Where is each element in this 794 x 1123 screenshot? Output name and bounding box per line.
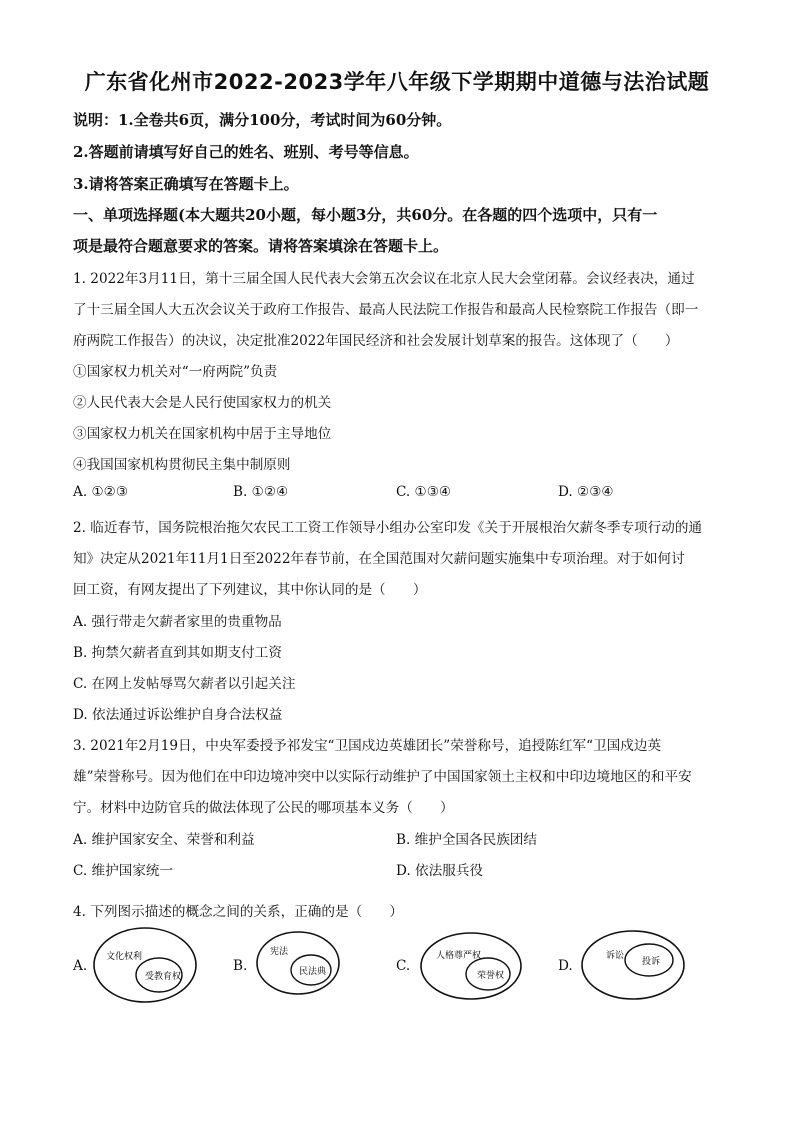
q3-option-c: C. 维护国家统一	[73, 863, 174, 879]
q4-option-c: C.	[396, 958, 411, 974]
q4-diagram-d	[580, 928, 686, 1002]
q2-stem-line-3: 回工资，有网友提出了下列建议，其中你认同的是（ ）	[73, 582, 427, 598]
q1-item-3: ③国家权力机关在国家机构中居于主导地位	[73, 426, 332, 442]
q3-stem-line-2: 雄”荣誉称号。因为他们在中印边境冲突中以实际行动维护了中国国家领土主权和中印边境地区的和平安	[73, 769, 692, 785]
q1-option-a: A. ①②③	[73, 484, 129, 500]
q1-stem-line-2: 了十三届全国人大五次会议关于政府工作报告、最高人民法院工作报告和最高人民检察院工作报告（即一	[73, 302, 699, 318]
q4-diagram-b-outer-label: 宪法	[270, 947, 289, 957]
q2-option-c: C. 在网上发帖辱骂欠薪者以引起关注	[73, 676, 296, 692]
q1-item-4: ④我国国家机构贯彻民主集中制原则	[73, 457, 291, 473]
q1-item-2: ②人民代表大会是人民行使国家权力的机关	[73, 395, 332, 411]
q1-stem-line-1: 1. 2022年3月11日，第十三届全国人民代表大会第五次会议在北京人民大会堂闭幕。会议经表决，通过	[73, 271, 695, 287]
q4-option-d: D.	[558, 958, 573, 974]
q4-diagram-a-outer-ellipse	[94, 928, 196, 1002]
q4-diagram-b	[254, 928, 344, 998]
q4-diagram-a-inner-label: 受教育权	[145, 972, 182, 982]
q4-diagram-d-inner-label: 投诉	[642, 957, 661, 967]
q3-option-a: A. 维护国家安全、荣誉和利益	[73, 832, 255, 848]
page-title: 广东省化州市2022-2023学年八年级下学期期中道德与法治试题	[84, 70, 710, 94]
instruction-line-2: 2.答题前请填写好自己的姓名、班别、考号等信息。	[73, 143, 419, 161]
instruction-line-1: 说明：1.全卷共6页，满分100分，考试时间为60分钟。	[73, 111, 452, 129]
q1-option-d: D. ②③④	[558, 484, 614, 500]
q4-diagram-a	[92, 925, 198, 1005]
q2-stem-line-1: 2. 临近春节，国务院根治拖欠农民工工资工作领导小组办公室印发《关于开展根治欠薪冬季专项行动的通	[73, 520, 703, 536]
section-heading-line-2: 项是最符合题意要求的答案。请将答案填涂在答题卡上。	[73, 237, 449, 255]
q1-option-b: B. ①②④	[233, 484, 289, 500]
q4-diagram-c	[418, 930, 524, 1002]
q4-diagram-b-outer-ellipse	[257, 932, 339, 994]
q4-stem: 4. 下列图示描述的概念之间的关系，正确的是（ ）	[73, 904, 403, 920]
q4-option-b: B.	[233, 958, 248, 974]
section-heading-line-1: 一、单项选择题(本大题共20小题，每小题3分，共60分。在各题的四个选项中，只有一	[73, 206, 658, 224]
q3-option-b: B. 维护全国各民族团结	[396, 832, 537, 848]
q3-stem-line-1: 3. 2021年2月19日，中央军委授予祁发宝“卫国戍边英雄团长”荣誉称号，追授陈红军“卫国戍边英	[73, 738, 662, 754]
q4-diagram-d-outer-ellipse	[582, 931, 684, 999]
q4-diagram-c-outer-ellipse	[421, 933, 521, 999]
q4-diagram-a-outer-label: 文化权利	[106, 952, 143, 962]
q2-option-a: A. 强行带走欠薪者家里的贵重物品	[73, 614, 282, 630]
q1-option-c: C. ①③④	[396, 484, 452, 500]
q4-option-a: A.	[73, 958, 88, 974]
q4-diagram-b-inner-label: 民法典	[299, 967, 327, 977]
q2-option-d: D. 依法通过诉讼维护自身合法权益	[73, 707, 283, 723]
q3-option-d: D. 依法服兵役	[396, 863, 484, 879]
q2-option-b: B. 拘禁欠薪者直到其如期支付工资	[73, 645, 282, 661]
q4-diagram-c-outer-label: 人格尊严权	[436, 951, 482, 961]
q3-stem-line-3: 宁。材料中边防官兵的做法体现了公民的哪项基本义务（ ）	[73, 800, 454, 816]
q2-stem-line-2: 知》决定从2021年11月1日至2022年春节前，在全国范围对欠薪问题实施集中专项治理。对于如何讨	[73, 551, 685, 567]
q1-item-1: ①国家权力机关对“一府两院”负责	[73, 364, 278, 380]
q4-diagram-c-inner-label: 荣誉权	[477, 971, 505, 981]
q4-diagram-d-outer-label: 诉讼	[606, 951, 625, 961]
instruction-line-3: 3.请将答案正确填写在答题卡上。	[73, 175, 299, 193]
q1-stem-line-3: 府两院工作报告）的决议，决定批准2022年国民经济和社会发展计划草案的报告。这体现了（ ）	[73, 333, 679, 349]
